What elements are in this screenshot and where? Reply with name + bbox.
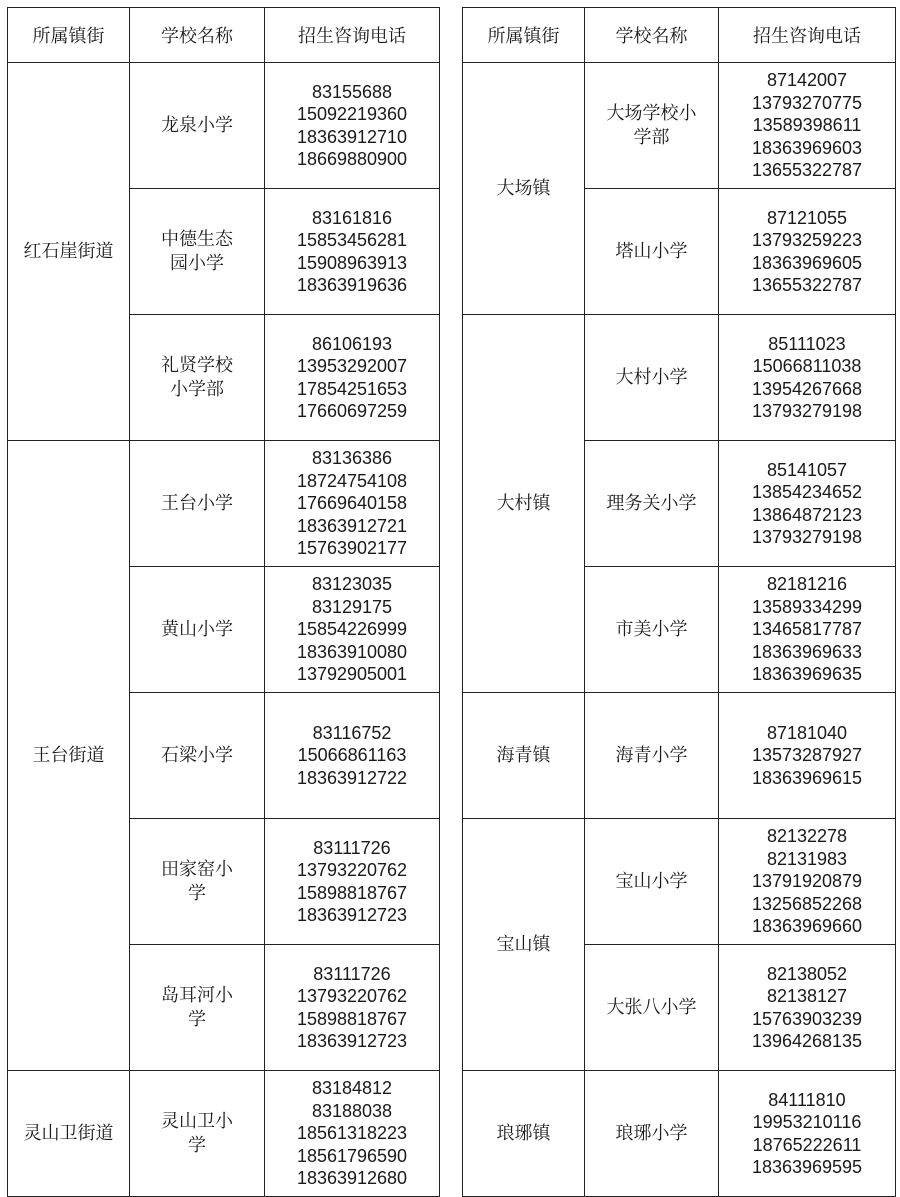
phone-number: 13964268135 [751, 1031, 863, 1051]
area-cell: 大场镇 [463, 63, 585, 315]
table-row [8, 441, 440, 567]
phone-number: 13793220762 [296, 860, 408, 880]
school-name-cell [130, 693, 265, 819]
school-name: 田家窑小学 [161, 858, 233, 904]
phone-number: 18363912680 [296, 1168, 408, 1189]
school-name-cell [585, 315, 719, 441]
table-row [8, 1071, 440, 1197]
phone-number: 18669880900 [296, 149, 408, 169]
phone-number: 18363912723 [296, 1031, 408, 1051]
phone-number: 17660697259 [296, 401, 408, 421]
phone-number: 83123035 [311, 574, 393, 595]
school-name: 市美小学 [615, 618, 688, 640]
phone-number: 15854226999 [296, 619, 408, 640]
phone-number: 18724754108 [296, 470, 408, 491]
phone-number: 13793279198 [751, 401, 863, 421]
school-name-cell [585, 441, 719, 567]
phone-number: 82138127 [766, 986, 848, 1006]
school-name-cell [130, 63, 265, 189]
school-name: 大场学校小学部 [606, 102, 697, 148]
phone-number: 13793279198 [751, 527, 863, 547]
school-name-cell [585, 63, 719, 189]
phone-number: 85111023 [768, 333, 846, 354]
phone-number: 13864872123 [751, 504, 863, 525]
school-name: 王台小学 [161, 492, 233, 514]
phone-number: 17854251653 [296, 378, 408, 399]
area-cell: 琅琊镇 [463, 1071, 585, 1197]
phone-number: 15092219360 [296, 104, 408, 124]
school-name-cell [130, 945, 265, 1071]
phone-number: 18363912710 [296, 126, 408, 147]
phone-cell [265, 945, 440, 1071]
school-name: 石梁小学 [161, 744, 233, 766]
header-row [8, 8, 440, 63]
phone-number: 13793270775 [751, 92, 863, 113]
header-row [463, 8, 896, 63]
phone-number: 13655322787 [751, 160, 863, 181]
phone-number: 18363912722 [296, 767, 408, 788]
phone-cell [719, 945, 896, 1071]
phone-cell [265, 693, 440, 819]
school-name: 岛耳河小学 [161, 984, 233, 1030]
phone-number: 18765222611 [752, 1134, 862, 1155]
phone-cell [719, 819, 896, 945]
phone-number: 18363969615 [751, 767, 863, 788]
phone-number: 83136386 [311, 448, 393, 469]
phone-number: 15898818767 [296, 882, 408, 903]
school-name-cell [130, 315, 265, 441]
phone-cell [719, 315, 896, 441]
left-table-body [8, 63, 440, 1197]
phone-number: 13792905001 [296, 664, 408, 685]
school-name: 琅琊小学 [615, 1122, 688, 1144]
phone-number: 87121055 [766, 207, 848, 228]
table-row [463, 315, 896, 441]
table-row [463, 819, 896, 945]
phone-number: 18363969605 [751, 252, 863, 273]
phone-cell [265, 63, 440, 189]
phone-number: 87181040 [766, 722, 848, 743]
phone-number: 19953210116 [752, 1112, 862, 1132]
phone-number: 15763902177 [296, 538, 408, 559]
phone-number: 18363969660 [751, 916, 863, 937]
phone-number: 15908963913 [296, 252, 408, 273]
phone-number: 82138052 [766, 963, 848, 984]
phone-number: 83116752 [312, 722, 392, 743]
phone-number: 13954267668 [751, 378, 863, 399]
area-cell: 宝山镇 [463, 819, 585, 1071]
school-name: 黄山小学 [161, 618, 233, 640]
phone-number: 13589334299 [751, 596, 863, 617]
phone-number: 17669640158 [296, 493, 408, 514]
phone-number: 15763903239 [751, 1008, 863, 1029]
phone-number: 15898818767 [296, 1008, 408, 1029]
phone-number: 18363912721 [296, 515, 408, 536]
phone-cell [265, 189, 440, 315]
right-table-body [463, 63, 896, 1197]
school-name-cell [585, 945, 719, 1071]
phone-number: 13791920879 [751, 871, 863, 892]
school-name-cell [585, 819, 719, 945]
phone-number: 13854234652 [751, 482, 863, 502]
phone-cell [719, 693, 896, 819]
school-name-cell [585, 189, 719, 315]
phone-number: 82181216 [766, 574, 848, 595]
phone-number: 18561318223 [296, 1123, 408, 1144]
phone-number: 18561796590 [296, 1145, 408, 1166]
school-name-cell [585, 567, 719, 693]
phone-number: 83188038 [311, 1100, 393, 1121]
phone-number: 13256852268 [751, 893, 863, 914]
phone-cell [719, 567, 896, 693]
table-row [463, 1071, 896, 1197]
school-name: 塔山小学 [615, 240, 688, 262]
phone-number: 83111726 [313, 837, 391, 858]
phone-number: 18363969635 [751, 664, 863, 685]
area-header: 所属镇街 [463, 8, 585, 63]
left-table [7, 7, 440, 1197]
table-row [463, 63, 896, 189]
school-name: 大村小学 [615, 366, 688, 388]
phone-header: 招生咨询电话 [265, 8, 440, 63]
phone-cell [719, 189, 896, 315]
phone-number: 13465817787 [751, 619, 863, 640]
phone-number: 13573287927 [751, 745, 863, 766]
phone-number: 84111810 [768, 1089, 846, 1110]
area-cell: 海青镇 [463, 693, 585, 819]
school-name: 海青小学 [615, 744, 688, 766]
phone-cell [719, 63, 896, 189]
area-cell: 大村镇 [463, 315, 585, 693]
phone-number: 13589398611 [752, 115, 862, 136]
phone-number: 18363969595 [751, 1157, 863, 1177]
phone-number: 83129175 [311, 596, 393, 617]
phone-number: 83111726 [313, 963, 391, 984]
phone-number: 83155688 [311, 81, 393, 102]
area-cell: 红石崖街道 [8, 63, 130, 441]
right-table [462, 7, 896, 1197]
phone-number: 82131983 [766, 848, 848, 869]
school-name-cell [130, 189, 265, 315]
area-cell: 灵山卫街道 [8, 1071, 130, 1197]
area-header: 所属镇街 [8, 8, 130, 63]
phone-number: 83161816 [311, 207, 393, 228]
phone-number: 86106193 [311, 333, 393, 354]
phone-cell [265, 567, 440, 693]
phone-number: 83184812 [311, 1078, 393, 1099]
phone-number: 15066811038 [752, 356, 862, 376]
school-name: 龙泉小学 [161, 114, 233, 136]
phone-number: 85141057 [766, 459, 848, 480]
phone-number: 18363969633 [751, 641, 863, 662]
phone-number: 15066861163 [297, 745, 407, 766]
school-name: 灵山卫小学 [161, 1110, 233, 1156]
school-name-cell [130, 819, 265, 945]
table-row [8, 63, 440, 189]
phone-number: 82132278 [766, 826, 848, 847]
school-header: 学校名称 [130, 8, 265, 63]
phone-cell [265, 1071, 440, 1197]
table-row [463, 693, 896, 819]
phone-cell [265, 819, 440, 945]
school-header: 学校名称 [585, 8, 719, 63]
school-name-cell [585, 1071, 719, 1197]
school-name: 礼贤学校小学部 [161, 354, 233, 400]
phone-number: 13953292007 [296, 356, 408, 376]
school-name-cell [130, 441, 265, 567]
phone-number: 18363969603 [751, 137, 863, 158]
phone-number: 15853456281 [296, 230, 408, 250]
school-name: 宝山小学 [615, 870, 688, 892]
phone-number: 18363912723 [296, 905, 408, 925]
phone-number: 13655322787 [751, 275, 863, 295]
school-name-cell [130, 1071, 265, 1197]
phone-number: 13793220762 [296, 986, 408, 1006]
phone-cell [265, 441, 440, 567]
phone-cell [719, 1071, 896, 1197]
school-name: 大张八小学 [606, 996, 697, 1018]
phone-number: 87142007 [766, 70, 848, 91]
phone-number: 18363919636 [296, 275, 408, 295]
phone-number: 13793259223 [751, 230, 863, 250]
area-cell: 王台街道 [8, 441, 130, 1071]
school-name: 中德生态园小学 [161, 228, 233, 274]
school-name-cell [585, 693, 719, 819]
phone-header: 招生咨询电话 [719, 8, 896, 63]
phone-number: 18363910080 [296, 641, 408, 662]
phone-cell [719, 441, 896, 567]
phone-cell [265, 315, 440, 441]
school-name-cell [130, 567, 265, 693]
school-name: 理务关小学 [606, 492, 697, 514]
